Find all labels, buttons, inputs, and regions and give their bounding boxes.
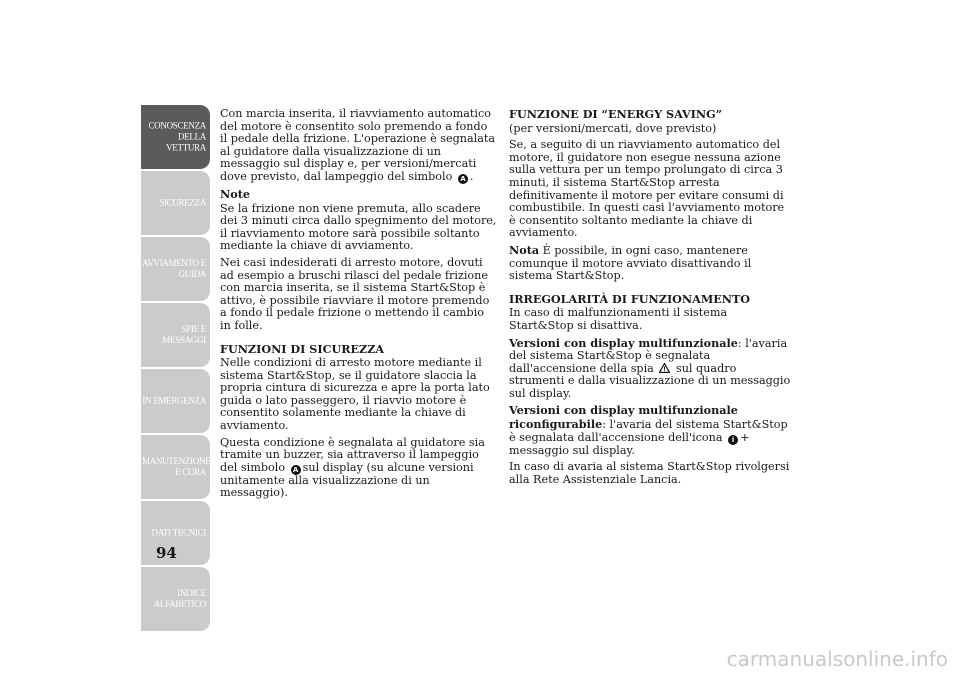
sidebar-tab-manutenzione-e-cura[interactable] — [141, 435, 210, 499]
sidebar-tab-label: IN EMERGENZA — [142, 395, 206, 406]
paragraph-buzzer: Questa condizione è segnalata al guidatore sia tramite un buzzer, sia attraverso il lampeggio del simbolo A sul display (su alcune versioni unitamente alla visualizzazione di un messaggio). — [220, 435, 485, 500]
energy-saving-subtitle: (per versioni/mercati, dove previsto) — [509, 121, 717, 135]
sidebar-tab-label: CONOSCENZA DELLA VETTURA — [148, 120, 206, 153]
watermark: carmanualsonline.info — [726, 647, 948, 671]
sidebar-tab-label: SICUREZZA — [159, 197, 206, 208]
warning-triangle-icon — [659, 363, 670, 373]
section-heading-energy-saving: FUNZIONE DI “ENERGY SAVING” — [509, 107, 723, 121]
paragraph-safety: Nelle condizioni di arresto motore mediante il sistema Start&Stop, se il guidatore slaccia la propria cintura di sicurezza e apre la porta lato guida o lato passeggero, il riavvio motore è consentito solamente mediante la chiave di avviamento. — [220, 356, 490, 433]
start-stop-icon: A — [458, 174, 468, 184]
info-icon: i — [728, 435, 738, 445]
paragraph-energy-saving: Se, a seguito di un riavviamento automatico del motore, il guidatore non esegue nessuna azione sulla vettura per un tempo prolungato di circa 3 minuti, il sistema Start&Stop arresta definitivamente il motore per evitare consumi di combustibile. In questi casi l'avviamento motore è consentito soltanto mediante la chiave di avviamento. — [509, 138, 785, 240]
paragraph-assistance: In caso di avaria al sistema Start&Stop rivolgersi alla Rete Assistenziale Lancia. — [509, 460, 790, 486]
paragraph-note: Se la frizione non viene premuta, allo scadere dei 3 minuti circa dallo spegnimento del motore, il riavviamento motore sarà possibile soltanto mediante la chiave di avviamento. — [220, 201, 497, 253]
sidebar-tab-label: DATI TECNICI — [151, 527, 206, 538]
sidebar-tab-avviamento-e-guida[interactable] — [141, 237, 210, 301]
paragraph-reconfigurable-display: Versioni con display multifunzionale riconfigurabile: l'avaria del sistema Start&Stop è segnalata dall'accensione dell'icona i + messaggio sul display. — [509, 403, 788, 457]
note-heading: Note — [220, 186, 250, 201]
section-heading-safety: FUNZIONI DI SICUREZZA — [220, 341, 385, 356]
sidebar-tab-label: MANUTENZIONE E CURA — [142, 456, 211, 477]
sidebar-tab-sicurezza[interactable] — [141, 171, 210, 235]
right-column — [509, 108, 791, 490]
left-column — [220, 108, 498, 504]
sidebar-tab-indice-alfabetico[interactable] — [141, 567, 210, 631]
paragraph-nota: Nota È possibile, in ogni caso, mantenere comunque il motore avviato disattivando il sistema Start&Stop. — [509, 242, 752, 283]
start-stop-icon: A — [291, 465, 301, 475]
section-heading-malfunction: IRREGOLARITÀ DI FUNZIONAMENTO — [509, 291, 751, 306]
page-number: 94 — [156, 544, 177, 562]
sidebar-tab-in-emergenza[interactable] — [141, 369, 210, 433]
paragraph-undesired-stop: Nei casi indesiderati di arresto motore, dovuti ad esempio a bruschi rilasci del pedale frizione con marcia inserita, se il sistema Start&Stop è attivo, è possibile riavviare il motore premendo a fondo il pedale frizione o mettendo il cambio in folle. — [220, 255, 490, 332]
sidebar-tab-label: INDICE ALFABETICO — [153, 588, 206, 609]
sidebar-tab-label: AVVIAMENTO E GUIDA — [142, 258, 206, 279]
paragraph-restart: Con marcia inserita, il riavviamento automatico del motore è consentito solo premendo a fondo il pedale della frizione. L'operazione è segnalata al guidatore dalla visualizzazione di un messaggio sul display e, per versioni/mercati dove previsto, dal lampeggio del simbolo A . — [220, 107, 496, 183]
sidebar-tab-spie-e-messaggi[interactable] — [141, 303, 210, 367]
sidebar-tab-conoscenza-della-vettura[interactable] — [141, 105, 210, 169]
paragraph-malfunction: In caso di malfunzionamenti il sistema Start&Stop si disattiva. — [509, 306, 728, 332]
sidebar-tab-label: SPIE E MESSAGGI — [162, 324, 206, 345]
paragraph-multifunction-display: Versioni con display multifunzionale: l'avaria del sistema Start&Stop è segnalata dall'accensione della spia sul quadro strumenti e dalla visualizzazione di un messaggio sul display. — [509, 335, 791, 400]
